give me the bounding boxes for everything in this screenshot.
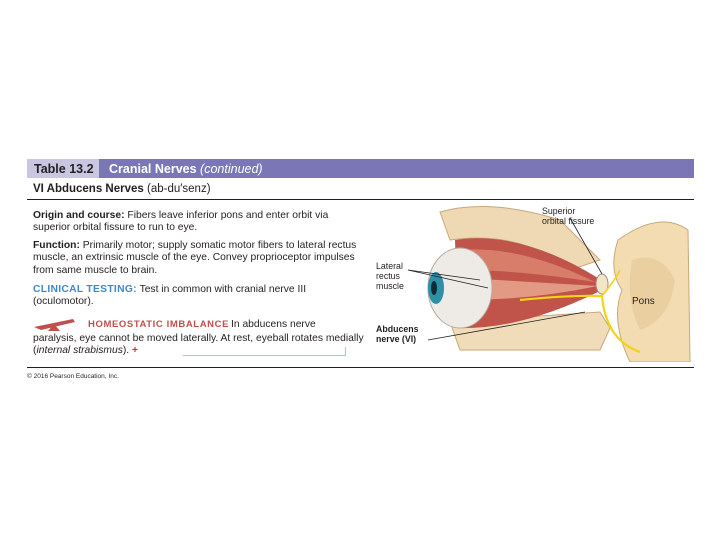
- function-text: Primarily motor; supply somatic motor fibers to lateral rectus muscle, an extrinsic muscle of the eye. Convey proprioceptor impulses from same muscle to brain.: [33, 240, 357, 276]
- copyright-text: © 2016 Pearson Education, Inc.: [27, 373, 119, 380]
- homeostatic-balance-icon: [33, 318, 79, 332]
- label-lateral-line3: muscle: [376, 280, 404, 291]
- nerve-pronunciation: (ab-du′senz): [147, 183, 211, 195]
- eye-orbit-illustration: [370, 200, 694, 362]
- label-abducens-nerve: [376, 325, 419, 345]
- homeostatic-end: ).: [122, 345, 130, 357]
- clinical-text: Test in common with cranial nerve III (oculomotor).: [33, 284, 307, 308]
- homeostatic-label: HOMEOSTATIC IMBALANCE: [88, 319, 230, 330]
- nerve-name: VI Abducens Nerves: [33, 183, 144, 195]
- table-title-text: Cranial Nerves: [109, 161, 197, 176]
- clinical-paragraph: [33, 284, 368, 309]
- bottom-divider: [27, 367, 694, 368]
- function-paragraph: [33, 240, 368, 277]
- homeostatic-row: [33, 318, 368, 332]
- label-lateral-line1: Lateral: [376, 261, 403, 271]
- label-abducens-line2: nerve (VI): [376, 333, 417, 344]
- label-lateral-rectus: [376, 262, 404, 291]
- table-title-suffix: (continued): [200, 161, 263, 176]
- pupil: [431, 281, 437, 295]
- abducens-anatomy-figure: [370, 200, 694, 362]
- clinical-label: CLINICAL TESTING:: [33, 284, 137, 295]
- underline-bracket: [183, 347, 346, 356]
- nerve-subheader: [33, 183, 211, 195]
- origin-paragraph: [33, 210, 368, 235]
- origin-label: Origin and course:: [33, 210, 125, 221]
- label-superior-line1: Superior: [542, 206, 576, 216]
- table-number: Table 13.2: [27, 159, 99, 178]
- label-superior-orbital-fissure: [542, 207, 594, 227]
- table-title: [99, 162, 263, 176]
- homeostatic-term: internal strabismus: [36, 345, 123, 357]
- table-header-bar: [27, 159, 694, 178]
- label-lateral-line2: rectus: [376, 270, 400, 281]
- plus-icon: +: [132, 345, 139, 357]
- label-pons: Pons: [632, 296, 655, 307]
- homeostatic-text: paralysis, eye cannot be moved laterally. At rest, eyeball rotates medially (: [33, 333, 364, 357]
- label-abducens-line1: Abducens: [376, 324, 419, 334]
- function-label: Function:: [33, 240, 80, 251]
- label-superior-line2: orbital fissure: [542, 215, 595, 226]
- homeostatic-text-line1: In abducens nerve: [231, 319, 316, 330]
- origin-text: Fibers leave inferior pons and enter orbit via superior orbital fissure to run to eye.: [33, 210, 329, 234]
